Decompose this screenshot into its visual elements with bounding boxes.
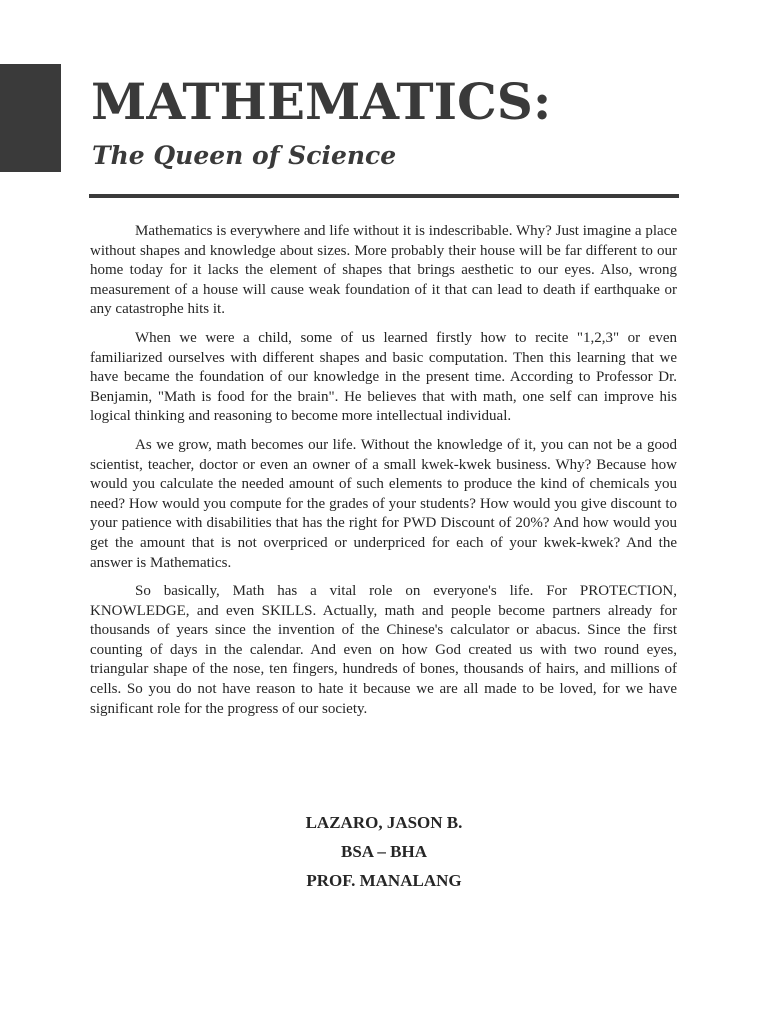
author-name: LAZARO, JASON B. bbox=[305, 813, 463, 832]
essay-body bbox=[90, 222, 677, 728]
paragraph-2: When we were a child, some of us learned firstly how to recite "1,2,3" or even familiarized ourselves with different shapes and basic computation. Then this learning that we have became the foundation of our knowledge in the present time. According to Professor Dr. Benjamin, "Math is food for the brain". He believes that with math, one self can improve his logical thinking and reasoning to become more intellectual individual. bbox=[90, 329, 677, 425]
author-professor: PROF. MANALANG bbox=[306, 871, 462, 890]
page-subtitle: The Queen of Science bbox=[92, 141, 397, 170]
paragraph-4: So basically, Math has a vital role on everyone's life. For PROTECTION, KNOWLEDGE, and even SKILLS. Actually, math and people become partners already for thousands of years since the invention of the Chinese's calculator or abacus. Since the first counting of days in the calendar. And even on how God created us with two round eyes, triangular shape of the nose, ten fingers, hundreds of bones, thousands of hairs, and millions of cells. So you do not have reason to hate it because we are all made to be loved, for we have significant role for the progress of our society. bbox=[90, 583, 677, 717]
author-signature-block bbox=[0, 808, 768, 895]
title-divider bbox=[89, 194, 679, 198]
paragraph-1: Mathematics is everywhere and life without it is indescribable. Why? Just imagine a place without shapes and knowledge about sizes. More probably their house will be far different to our home today for it lacks the element of shapes that brings aesthetic to our eyes. Also, wrong measurement of a house will cause weak foundation of it that can lead to death if earthquake or any catastrophe hits it. bbox=[90, 223, 677, 318]
decorative-side-block bbox=[0, 64, 61, 172]
page-title: MATHEMATICS: bbox=[91, 72, 552, 131]
author-course: BSA – BHA bbox=[341, 842, 427, 861]
paragraph-3: As we grow, math becomes our life. Without the knowledge of it, you can not be a good scientist, teacher, doctor or even an owner of a small kwek-kwek business. Why? Because how would you calculate the needed amount of such elements to produce the kind of chemicals you need? How would you compute for the grades of your students? How would you give discount to your patience with disabilities that has the right for PWD Discount of 20%? And how would you get the amount that is not overpriced or underpriced for each of your kwek-kwek? And the answer is Mathematics. bbox=[90, 436, 677, 571]
